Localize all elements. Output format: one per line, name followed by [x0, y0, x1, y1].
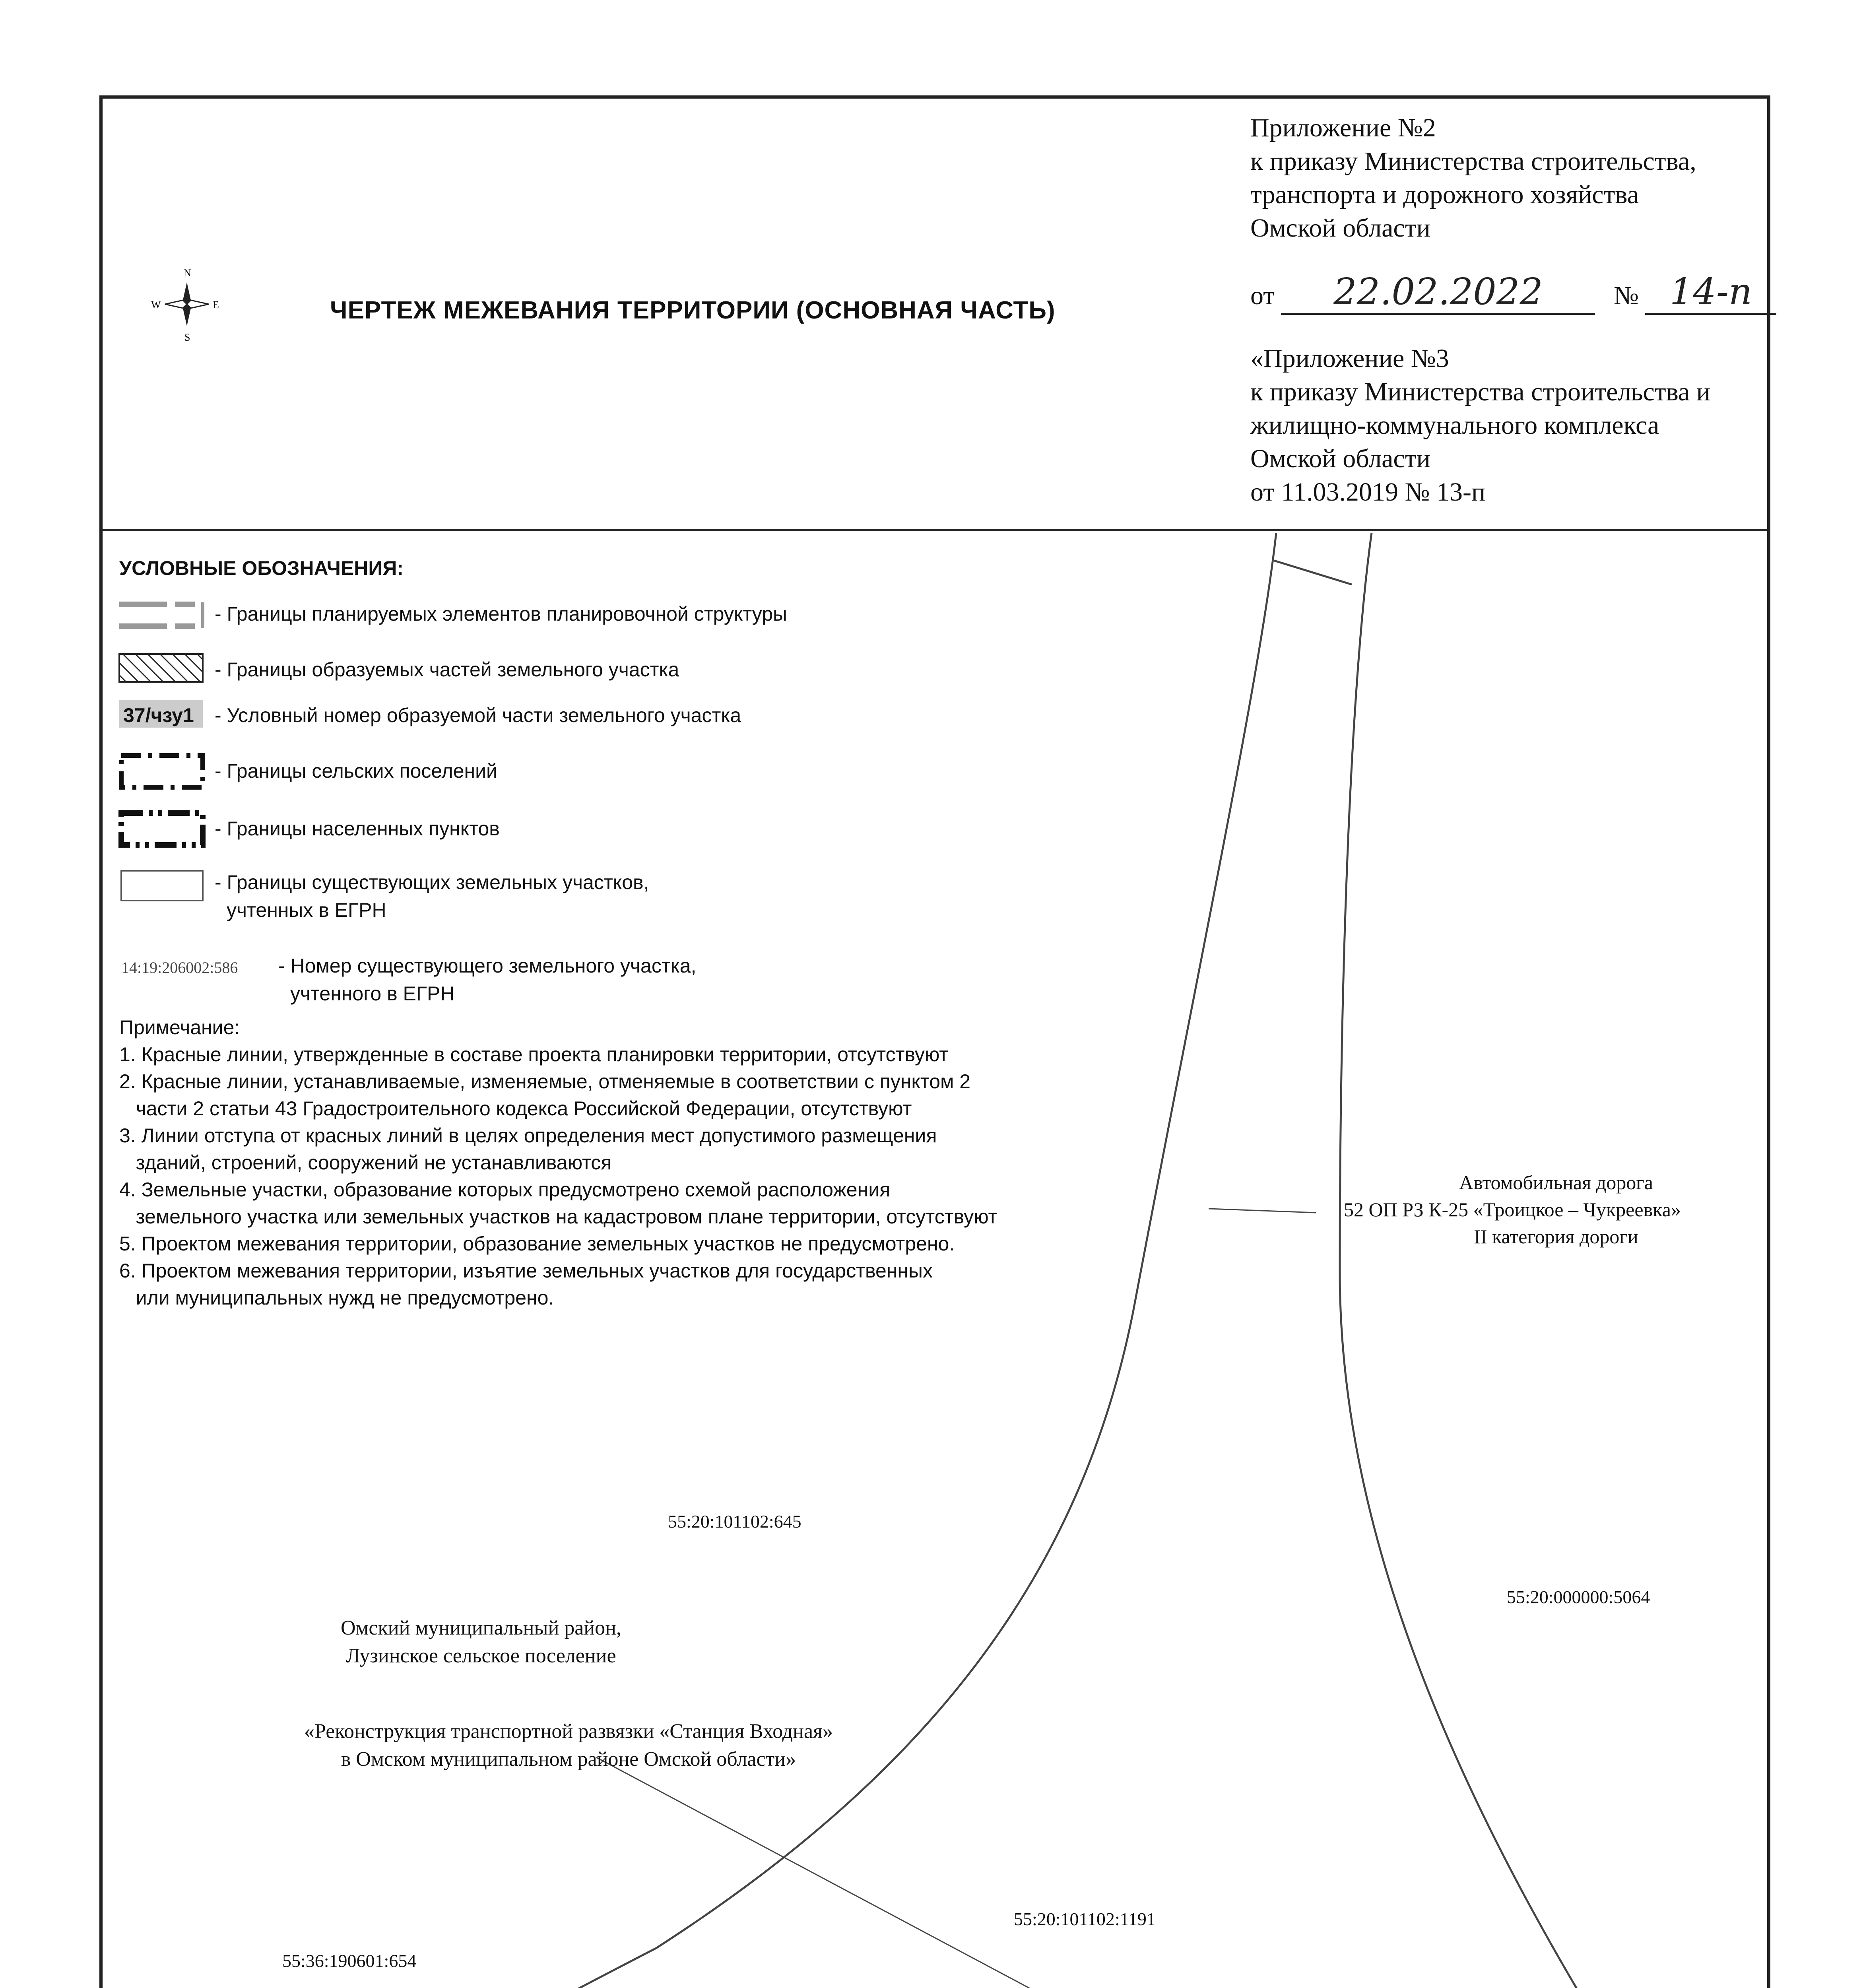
leader-line [596, 1757, 1081, 1988]
appendix-2-line: транспорта и дорожного хозяйства [1250, 180, 1639, 209]
legend-parcel-number-2: учтенного в ЕГРН [290, 982, 455, 1005]
appendix-2-line: к приказу Министерства строительства, [1250, 147, 1696, 176]
appendix-3-line: к приказу Министерства строительства и [1250, 377, 1711, 406]
appendix-2-line: Приложение №2 [1250, 113, 1436, 142]
compass-w: W [151, 299, 161, 311]
parcel-label: 55:20:101102:1191 [1014, 1909, 1156, 1929]
legend-part-number: - Условный номер образуемой части земельного участка [215, 704, 741, 726]
project-label [246, 1718, 891, 1773]
road-k25-inner [1274, 561, 1352, 584]
road-k25-line: Автомобильная дорога [1459, 1171, 1653, 1194]
project-line: в Омском муниципальном районе Омской области» [341, 1748, 796, 1771]
notes-title: Примечание: [119, 1016, 240, 1039]
note-line: 1. Красные линии, утвержденные в составе проекта планировки территории, отсутствуют [119, 1043, 949, 1066]
district-label [326, 1614, 636, 1670]
compass-s: S [184, 332, 190, 343]
appendix-3-line: жилищно-коммунального комплекса [1250, 411, 1659, 440]
legend-title: УСЛОВНЫЕ ОБОЗНАЧЕНИЯ: [119, 557, 404, 579]
order-number: 14-п [1645, 270, 1776, 315]
district-line: Лузинское сельское поселение [346, 1644, 616, 1667]
compass-e: E [213, 299, 219, 311]
road-k25-line: 52 ОП РЗ К-25 «Троицкое – Чукреевка» [1344, 1198, 1681, 1221]
note-line: 3. Линии отступа от красных линий в целях определения мест допустимого размещения [119, 1124, 937, 1147]
legend-sample-parcel: 14:19:206002:586 [121, 959, 238, 977]
note-line: 6. Проектом межевания территории, изъятие земельных участков для государственных [119, 1260, 933, 1282]
legend-rural: - Границы сельских поселений [215, 760, 497, 782]
compass-n: N [184, 267, 191, 279]
legend-existing: - Границы существующих земельных участков, [215, 871, 649, 893]
road-k25-line: II категория дороги [1474, 1225, 1638, 1248]
note-line: зданий, строений, сооружений не устанавливаются [119, 1151, 612, 1174]
parcel-label: 55:20:000000:5064 [1507, 1587, 1650, 1607]
note-line: части 2 статьи 43 Градостроительного кодекса Российской Федерации, отсутствуют [119, 1097, 912, 1120]
note-line: 4. Земельные участки, образование которых предусмотрено схемой расположения [119, 1178, 891, 1201]
parcel-label: 55:20:101102:645 [668, 1511, 801, 1532]
legend-planned-elements: - Границы планируемых элементов планировочной структуры [215, 603, 787, 625]
order-prefix: от [1250, 281, 1275, 310]
note-line: 2. Красные линии, устанавливаемые, изменяемые, отменяемые в соответствии с пунктом 2 [119, 1070, 971, 1093]
appendix-3-line: от 11.03.2019 № 13-п [1250, 478, 1486, 507]
district-line: Омский муниципальный район, [340, 1617, 622, 1639]
appendix-3-line: Омской области [1250, 444, 1430, 473]
note-line: или муниципальных нужд не предусмотрено. [119, 1287, 554, 1309]
parcel-label: 55:36:190601:654 [282, 1951, 417, 1971]
order-date: 22.02.2022 [1281, 270, 1595, 315]
appendix-3-line: «Приложение №3 [1250, 344, 1449, 373]
road-k25-east-edge [1340, 533, 1765, 1988]
legend-parcel-number: - Номер существующего земельного участка, [278, 955, 697, 977]
legend-settlements: - Границы населенных пунктов [215, 817, 500, 840]
project-line: «Реконструкция транспортной развязки «Станция Входная» [304, 1720, 833, 1743]
leader-line [1209, 1209, 1316, 1213]
note-line: земельного участка или земельных участков на кадастровом плане территории, отсутствуют [119, 1206, 997, 1228]
appendix-2-line: Омской области [1250, 214, 1430, 243]
legend-existing-2: учтенных в ЕГРН [227, 899, 386, 921]
note-line: 5. Проектом межевания территории, образование земельных участков не предусмотрено. [119, 1233, 955, 1255]
legend-sample-part: 37/чзу1 [123, 704, 194, 726]
order-no-label: № [1613, 281, 1639, 310]
legend-parts: - Границы образуемых частей земельного участка [215, 658, 679, 681]
road-k25-label [1344, 1169, 1681, 1250]
drawing-title: ЧЕРТЕЖ МЕЖЕВАНИЯ ТЕРРИТОРИИ (ОСНОВНАЯ ЧАСТЬ) [330, 297, 1056, 324]
